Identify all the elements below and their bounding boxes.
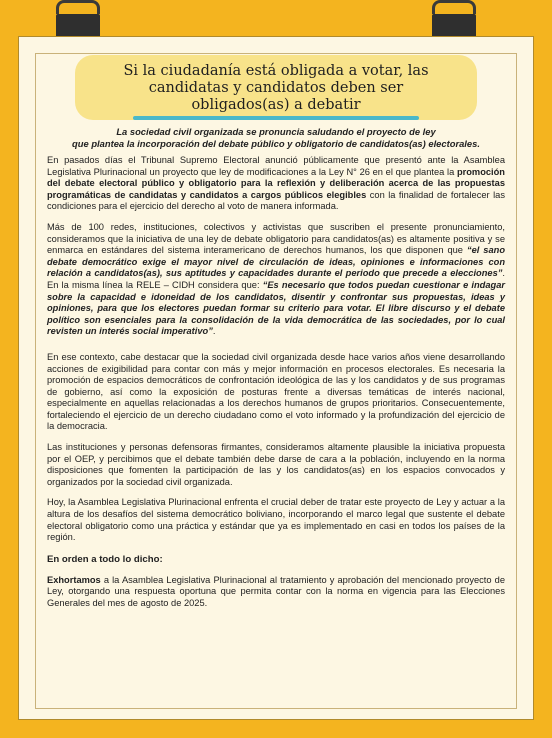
paragraph-6-text: a la Asamblea Legislativa Plurinacional al tratamiento y aprobación del mencionado proyecto de Ley, otorgando una respuesta oportuna que permita contar con la norma en vigencia para las Elecciones Generales del mes de agosto de 2025. <box>47 574 505 608</box>
paragraph-5: Hoy, la Asamblea Legislativa Plurinacional enfrenta el crucial deber de tratar este proyecto de Ley y actuar a la altura de los desafíos del sistema democrático boliviano, incorporando el marco legal que sustente el debate electoral obligatorio como una práctica y estándar que ya es implementado en casi en todos los países de la región. <box>47 497 505 543</box>
paragraph-2-text-mid: . En la misma línea la RELE – CIDH considera que: <box>47 268 505 290</box>
paragraph-1 <box>47 155 505 213</box>
document-page <box>18 36 534 720</box>
paragraph-1-text-end: con la finalidad de fortalecer las condiciones para el ejercicio del derecho al voto de manera informada. <box>47 189 505 212</box>
subtitle-line-2: que plantea la incorporación del debate público y obligatorio de candidatos(as) electorales. <box>72 137 480 149</box>
section-heading: En orden a todo lo dicho: <box>47 553 163 565</box>
quote-2: “Es necesario que todos puedan cuestionar e indagar sobre la capacidad e idoneidad de los candidatos, disentir y confrontar sus propuestas, ideas y opiniones, para que los electores puedan formar su criterio para votar. El libre discurso y el debate político son esenciales para la consolidación de la vida democrática de las sociedades, por lo cual revisten un interés social imperativo” <box>47 279 505 337</box>
title-line-2: candidatas y candidatos deben ser <box>148 80 404 96</box>
exhortamos-text: Exhortamos <box>47 574 101 585</box>
quote-1: “el sano debate democrático exige el mayor nivel de circulación de ideas, opiniones e informaciones con relación a candidatos(as), sus aptitudes y capacidades durante el periodo que precede a elecciones” <box>47 245 505 279</box>
paragraph-2 <box>47 222 505 338</box>
paragraph-4: Las instituciones y personas defensoras firmantes, consideramos altamente plausible la iniciativa propuesta por el OEP, y percibimos que el debate también debe darse de cara a la población, incluyendo en la norma disposiciones que fomenten la participación de las y los candidatos(as) en los espacios convocados y organizados por la sociedad civil organizada. <box>47 442 505 487</box>
paragraph-1-emphasis: promoción del debate electoral público y obligatorio para la reflexión y deliberación acerca de las propuestas programáticas de candidatas y candidatos a cargos públicos elegibles <box>47 166 505 200</box>
subtitle <box>47 126 505 149</box>
subtitle-line-1: La sociedad civil organizada se pronuncia saludando el proyecto de ley <box>116 126 436 137</box>
paragraph-3: En ese contexto, cabe destacar que la sociedad civil organizada desde hace varios años viene desarrollando acciones de exigibilidad para contar con más y mejor información en procesos electorales. Es necesaria la promoción de espacios democráticos de confrontación ideológica de las y los candidatos y de sus programas de gobierno, así como la exposición de posturas frente a diversas temáticas de interés nacional, especialmente en aquellas relacionadas a los derechos humanos de grupos prioritarios. Consecuentemente, fortaleciendo el ejercicio de un derecho ciudadano como el voto informado y la profundización del ejercicio de la democracia. <box>47 351 505 432</box>
title-banner <box>75 55 477 120</box>
title-underline <box>133 116 419 120</box>
title-line-1: Si la ciudadanía está obligada a votar, las <box>123 63 429 79</box>
paragraph-6 <box>47 575 505 610</box>
paragraph-1-text: En pasados días el Tribunal Supremo Electoral anunció públicamente que presentó ante la Asamblea Legislativa Plurinacional un proyecto que ley de modificaciones a la Ley N° 26 en el que plantea la <box>47 155 505 177</box>
paragraph-2-text-end: . <box>212 326 216 337</box>
paragraph-2-text: Más de 100 redes, instituciones, colectivos y activistas que suscriben el presente pronunciamiento, consideramos que la iniciativa de una ley de debate obligatorio para candidatos(as) es altamente positiva y se enmarca en estándares del sistema interamericano de derechos humanos, los que disponen que <box>47 221 505 256</box>
title-line-3: obligados(as) a debatir <box>191 97 361 113</box>
